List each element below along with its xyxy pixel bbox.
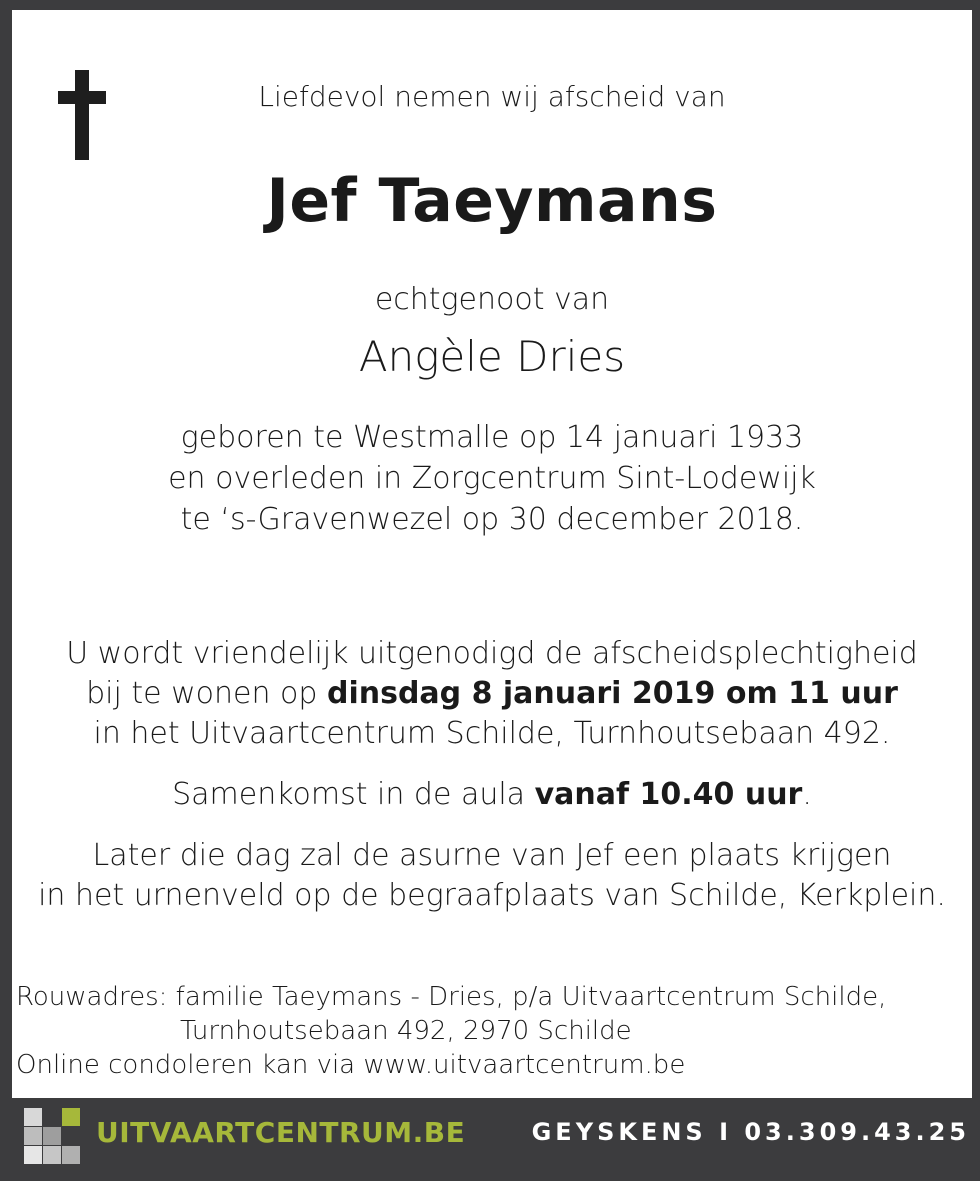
intro-text: Liefdevol nemen wij afscheid van [258,80,726,113]
later-line-1: Later die dag zal de asurne van Jef een plaats krijgen [92,838,892,873]
ceremony-datetime: dinsdag 8 januari 2019 om 11 uur [326,676,898,711]
deceased-name: Jef Taeymans [266,166,718,236]
born-line-1: geboren te Westmalle op 14 januari 1933 [180,420,804,455]
invitation-line-3: in het Uitvaartcentrum Schilde, Turnhoutsebaan 492. [93,716,891,751]
death-notice-card [12,10,972,1098]
invitation-line-2: bij te wonen op dinsdag 8 januari 2019 om 11 uur [86,676,898,711]
spouse-label: echtgenoot van [374,282,610,317]
address-line-1: Rouwadres: familie Taeymans - Dries, p/a Uitvaartcentrum Schilde, [16,982,887,1012]
condolence-line: Online condoleren kan via www.uitvaartcentrum.be [16,1050,686,1080]
gathering-line: Samenkomst in de aula vanaf 10.40 uur. [172,777,812,812]
invitation-line-1: U wordt vriendelijk uitgenodigd de afscheidsplechtigheid [66,636,918,671]
spouse-name: Angèle Dries [358,332,626,381]
contact-info: GEYSKENS I 03.309.43.25 [531,1118,970,1146]
later-line-2: in het urnenveld op de begraafplaats van Schilde, Kerkplein. [38,878,946,913]
born-line-2: en overleden in Zorgcentrum Sint-Lodewijk [168,461,816,496]
footer-bar [0,1098,980,1181]
born-line-3: te ‘s-Gravenwezel op 30 december 2018. [180,502,804,537]
gathering-time: vanaf 10.40 uur [534,777,803,812]
brand-name: UITVAARTCENTRUM.BE [96,1116,466,1149]
address-line-2: Turnhoutsebaan 492, 2970 Schilde [180,1016,632,1046]
uitvaartcentrum-logo-icon [24,1108,80,1164]
